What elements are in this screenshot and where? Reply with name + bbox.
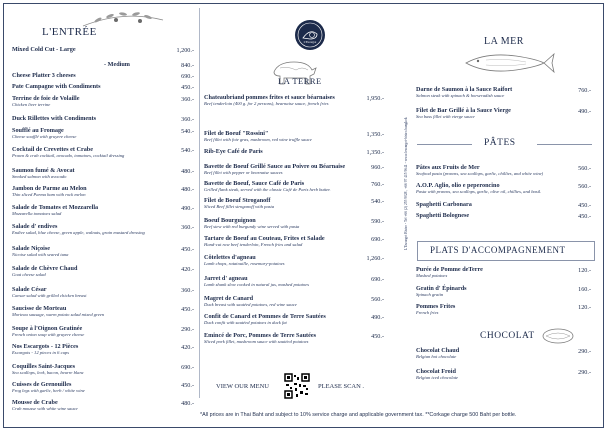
entree-menu-item bbox=[12, 186, 87, 197]
terre-item-price: 450.- bbox=[371, 333, 384, 340]
entree-item-price: 290.- bbox=[181, 326, 194, 333]
pates-item-price: 560.- bbox=[578, 165, 591, 172]
entree-menu-item bbox=[12, 128, 76, 139]
entree-item-name: Salade de Tomates et Mozzarella bbox=[12, 204, 99, 211]
chocolat-item-description: Belgian hot chocolate bbox=[416, 353, 457, 359]
entree-item-description: Prawn & crab cocktail, avocado, tomatoes, cocktail dressing bbox=[12, 152, 125, 158]
terre-item-description: Beef tenderloin (400 g. for 2 persons), bearnaise sauce, french fries bbox=[204, 100, 329, 106]
mer-item-description: Sea bass fillet with vierge sauce bbox=[416, 113, 475, 119]
entree-item-name: Salade de Chèvre Chaud bbox=[12, 265, 78, 272]
entree-item-price: 1,200.- bbox=[176, 47, 194, 54]
entree-item-price: 690.- bbox=[181, 73, 194, 80]
terre-item-description: Sliced pork fillet, mushroom sauce with sautéed potatoes bbox=[204, 338, 309, 344]
entree-item-description: Chicken liver terrine bbox=[12, 101, 51, 107]
entree-item-price: 690.- bbox=[181, 364, 194, 371]
entree-menu-item bbox=[12, 246, 68, 257]
accompagnement-item-description: Spinach gratin bbox=[416, 291, 444, 297]
entree-title: L'ENTRÉE bbox=[42, 26, 97, 38]
terre-item-price: 1,950.- bbox=[366, 95, 384, 102]
pates-item-description: Seafood pasta (prawns, sea scallops, garlic, chillies, and white wine) bbox=[416, 170, 544, 176]
terre-item-description: Sliced Beef fillet stroganoff with pasta bbox=[204, 203, 275, 209]
terre-item-description: Duck breast with sautéed potatoes, red wine sauce bbox=[204, 301, 297, 307]
entree-menu-item bbox=[12, 73, 76, 79]
accompagnement-item-description: French fries bbox=[416, 309, 439, 315]
accompagnement-item-price: 120.- bbox=[578, 267, 591, 274]
chocolat-menu-item bbox=[416, 369, 458, 380]
entree-item-price: 840.- bbox=[181, 62, 194, 69]
entree-item-name: Saucisse de Morteau bbox=[12, 305, 67, 312]
entree-item-price: 450.- bbox=[181, 84, 194, 91]
terre-item-name: Tartare de Boeuf au Couteau, Frites et Salade bbox=[204, 235, 325, 242]
entree-item-price: 490.- bbox=[181, 205, 194, 212]
terre-item-description: Grilled flank steak, served with the classic Café de Paris herb butter. bbox=[204, 186, 331, 192]
entree-menu-item bbox=[12, 224, 145, 235]
entree-item-name: Terrine de foie de Volaille bbox=[12, 95, 80, 102]
chocolat-item-name: Chocolat Chaud bbox=[416, 347, 460, 354]
pates-item-description: Pasta with prawns, sea scallops, garlic, olive oil, chillies, and basil. bbox=[416, 188, 542, 194]
entree-item-name: Soupe à l'Oignon Gratinée bbox=[12, 325, 83, 332]
terre-title: LA TERRE bbox=[278, 76, 322, 86]
entree-item-name: Cocktail de Crevettes et Crabe bbox=[12, 146, 93, 153]
terre-item-name: Bavette de Boeuf, Sauce Café de Paris bbox=[204, 180, 305, 187]
entree-item-price: 360.- bbox=[181, 116, 194, 123]
entree-menu-item bbox=[12, 147, 124, 158]
pates-item-name: Pâtes aux Fruits de Mer bbox=[416, 164, 480, 171]
terre-menu-item bbox=[204, 198, 274, 209]
right-section bbox=[412, 8, 597, 403]
entree-item-description: Endive salad, blue cheese, green apple, walnuts, grain mustard dressing bbox=[12, 229, 145, 235]
chocolat-list bbox=[412, 8, 597, 403]
terre-item-name: Magret de Canard bbox=[204, 295, 254, 302]
entree-menu-item bbox=[12, 266, 77, 277]
terre-item-name: Filet de Boeuf Stroganoff bbox=[204, 197, 271, 204]
chocolat-item-price: 290.- bbox=[578, 369, 591, 376]
entree-item-name: Duck Rillettes with Condiments bbox=[12, 115, 97, 122]
entree-item-description: Escargots - 12 pieces in 6 cups bbox=[12, 349, 69, 355]
footer-note: *All prices are in Thai Baht and subject to 10% service charge and applicable government tax. **Corkage charge 500 Baht per bottle. bbox=[200, 412, 517, 418]
entree-item-description: Frog legs with garlic, herb / white wine bbox=[12, 387, 85, 393]
terre-item-name: Emincé de Porc, Pommes de Terre Sautées bbox=[204, 332, 316, 339]
accompagnement-item-price: 120.- bbox=[578, 304, 591, 311]
accompagnement-title: PLATS D'ACCOMPAGNEMENT bbox=[430, 245, 566, 255]
terre-menu-item bbox=[204, 236, 325, 247]
terre-list bbox=[200, 8, 390, 403]
terre-menu-item bbox=[204, 255, 285, 266]
mer-item-price: 490.- bbox=[578, 108, 591, 115]
entree-item-price: 450.- bbox=[181, 246, 194, 253]
terre-item-description: Duck confit with sautéed potatoes in duck fat bbox=[204, 319, 287, 325]
terre-menu-item bbox=[204, 164, 345, 175]
entree-menu-item bbox=[12, 47, 76, 53]
accompagnement-item-name: Pommes Frites bbox=[416, 303, 456, 310]
entree-item-price: 420.- bbox=[181, 266, 194, 273]
terre-item-name: Boeuf Bourguignon bbox=[204, 217, 256, 224]
pates-item-name: A.O.P. Aglio, olio e peperoncino bbox=[416, 182, 500, 189]
entree-item-description: Smoked salmon with avocado bbox=[12, 173, 67, 179]
terre-item-description: Lamb shank slow cooked in natural jus, mashed potatoes bbox=[204, 281, 310, 287]
entree-item-price: 540.- bbox=[181, 128, 194, 135]
chocolat-item-name: Chocolat Froid bbox=[416, 368, 456, 375]
terre-menu-item bbox=[204, 218, 299, 229]
entree-item-description: Caesar salad with grilled chicken breast bbox=[12, 292, 87, 298]
entree-menu-item bbox=[12, 287, 86, 298]
entree-item-price: 450.- bbox=[181, 306, 194, 313]
entree-item-price: 480.- bbox=[181, 400, 194, 407]
entree-item-name: Pate Campagne with Condiments bbox=[12, 83, 101, 90]
entree-item-name: Saumon fumé & Avocat bbox=[12, 167, 75, 174]
terre-item-description: Beef stew with red burgundy wine served with pasta bbox=[204, 223, 300, 229]
pates-title: PÂTES bbox=[484, 138, 516, 148]
entree-item-description: Mozzarella tomatoes salad bbox=[12, 210, 62, 216]
entree-menu-item bbox=[12, 205, 98, 216]
entree-item-description: Morteau sausage, warm potato salad mixed green bbox=[12, 311, 105, 317]
entree-item-description: Sea scallops, leek, bacon, beurre blanc bbox=[12, 369, 84, 375]
terre-section bbox=[200, 8, 390, 403]
entree-item-name: Cuisses de Grenouilles bbox=[12, 381, 72, 388]
accompagnement-item-name: Gratin d' Épinards bbox=[416, 285, 467, 292]
terre-item-price: 760.- bbox=[371, 181, 384, 188]
terre-item-price: 1,260.- bbox=[366, 255, 384, 262]
entree-menu-item bbox=[12, 168, 75, 179]
pates-item-name: Spaghetti Carbonara bbox=[416, 201, 472, 208]
terre-item-name: Filet de Boeuf "Rossini" bbox=[204, 130, 269, 137]
terre-item-name: Côtelettes d'agneau bbox=[204, 254, 256, 261]
accompagnement-item-price: 160.- bbox=[578, 286, 591, 293]
pates-item-name: Spaghetti Bolognese bbox=[416, 212, 470, 219]
terre-item-description: Lamb chops, ratatouille, rosemary-potatoes bbox=[204, 260, 285, 266]
terre-item-price: 1,350.- bbox=[366, 149, 384, 156]
terre-item-price: 1,350.- bbox=[366, 131, 384, 138]
entree-item-price: 360.- bbox=[181, 96, 194, 103]
terre-item-name: Confit de Canard et Pommes de Terre Sautées bbox=[204, 313, 326, 320]
entree-section bbox=[8, 8, 198, 411]
entree-menu-item bbox=[12, 116, 96, 122]
entree-item-description: Cheese soufflé with gruyere cheese bbox=[12, 133, 77, 139]
entree-item-price: 480.- bbox=[181, 168, 194, 175]
entree-item-name: Jambon de Parme au Melon bbox=[12, 185, 87, 192]
mer-item-price: 760.- bbox=[578, 87, 591, 94]
terre-item-price: 490.- bbox=[371, 314, 384, 321]
terre-item-name: Chateaubriand pommes frites et sauce béarnaises bbox=[204, 94, 335, 101]
entree-menu-item bbox=[12, 382, 85, 393]
entree-menu-item bbox=[12, 326, 84, 337]
terre-menu-item bbox=[204, 131, 312, 142]
pates-item-price: 450.- bbox=[578, 213, 591, 220]
terre-item-price: 560.- bbox=[371, 296, 384, 303]
entree-menu-item bbox=[12, 306, 104, 317]
entree-item-name: - Medium bbox=[104, 61, 130, 68]
terre-menu-item bbox=[204, 333, 316, 344]
entree-item-name: Nos Escargots - 12 Pièces bbox=[12, 343, 79, 350]
mer-item-name: Filet de Bar Grillé à la Sauce Vierge bbox=[416, 107, 511, 114]
accompagnement-item-description: Mashed potatoes bbox=[416, 272, 448, 278]
entree-item-description: Thin sliced Parma ham with rock melon bbox=[12, 191, 86, 197]
terre-item-price: 590.- bbox=[371, 218, 384, 225]
entree-item-description: Nicoise salad with seared tuna bbox=[12, 251, 69, 257]
terre-item-price: 690.- bbox=[371, 276, 384, 283]
terre-item-description: Beef fillet with foie gras, mushroom, red wine truffle sauce bbox=[204, 136, 312, 142]
terre-menu-item bbox=[204, 95, 335, 106]
entree-item-description: Crab mousse with white wine sauce bbox=[12, 405, 78, 411]
entree-item-name: Salade d' endives bbox=[12, 223, 58, 230]
terre-item-description: Hand-cut raw beef tenderloin, French fries and salad bbox=[204, 241, 303, 247]
entree-item-description: French onion soup with gruyere cheese bbox=[12, 331, 85, 337]
accompagnement-item-name: Purée de Pomme deTerre bbox=[416, 266, 483, 273]
entree-menu-item bbox=[12, 400, 78, 411]
entree-item-price: 360.- bbox=[181, 224, 194, 231]
entree-menu-item bbox=[12, 344, 78, 355]
chocolat-title: CHOCOLAT bbox=[480, 331, 535, 341]
entree-item-name: Salade César bbox=[12, 286, 47, 293]
entree-item-price: 360.- bbox=[181, 287, 194, 294]
terre-menu-item bbox=[204, 276, 309, 287]
entree-item-price: 480.- bbox=[181, 186, 194, 193]
entree-item-name: Salade Niçoise bbox=[12, 245, 50, 252]
entree-menu-item bbox=[12, 364, 84, 375]
terre-item-description: Beef fillet with pepper or bearnaise sauces bbox=[204, 169, 283, 175]
chocolat-item-price: 290.- bbox=[578, 348, 591, 355]
entree-item-name: Mousse de Crabe bbox=[12, 399, 58, 406]
entree-list bbox=[8, 8, 198, 411]
entree-item-price: 450.- bbox=[181, 382, 194, 389]
terre-menu-item bbox=[204, 296, 297, 307]
pates-item-price: 560.- bbox=[578, 183, 591, 190]
terre-item-name: Jarret d' agneau bbox=[204, 275, 248, 282]
entree-item-price: 420.- bbox=[181, 344, 194, 351]
qr-right-label: PLEASE SCAN . bbox=[318, 383, 365, 390]
mer-item-name: Darne de Saumon à la Sauce Raifort bbox=[416, 86, 513, 93]
chocolat-menu-item bbox=[416, 348, 459, 359]
qr-left-label: VIEW OUR MENU bbox=[216, 383, 269, 390]
terre-item-price: 690.- bbox=[371, 236, 384, 243]
terre-item-name: Rib-Eye Café de Paris bbox=[204, 148, 263, 155]
terre-item-price: 960.- bbox=[371, 164, 384, 171]
entree-item-name: Coquilles Saint-Jacques bbox=[12, 363, 76, 370]
terre-item-name: Bavette de Boeuf Grillé Sauce au Poivre ou Béarnaise bbox=[204, 163, 346, 170]
entree-menu-item bbox=[12, 96, 79, 107]
terre-menu-item bbox=[204, 314, 326, 325]
entree-item-name: Soufflé au Fromage bbox=[12, 127, 64, 134]
entree-menu-item bbox=[12, 84, 101, 90]
entree-item-name: Mixed Cold Cut - Large bbox=[12, 46, 76, 53]
entree-item-name: Cheese Platter 3 cheeses bbox=[12, 72, 76, 79]
terre-menu-item bbox=[204, 181, 331, 192]
entree-item-description: Goat cheese salad bbox=[12, 271, 46, 277]
entree-menu-item bbox=[104, 62, 130, 68]
qr-code-icon[interactable] bbox=[284, 373, 310, 399]
terre-menu-item bbox=[204, 149, 263, 155]
chocolat-item-description: Belgian iced chocolate bbox=[416, 374, 459, 380]
logo-text: L'Escargot bbox=[303, 40, 317, 44]
terre-item-price: 540.- bbox=[371, 198, 384, 205]
entree-item-price: 540.- bbox=[181, 147, 194, 154]
mer-item-description: Salmon steak with spinach & horseradish sauce bbox=[416, 92, 505, 98]
pates-item-price: 450.- bbox=[578, 202, 591, 209]
mer-title: LA MER bbox=[484, 36, 524, 47]
